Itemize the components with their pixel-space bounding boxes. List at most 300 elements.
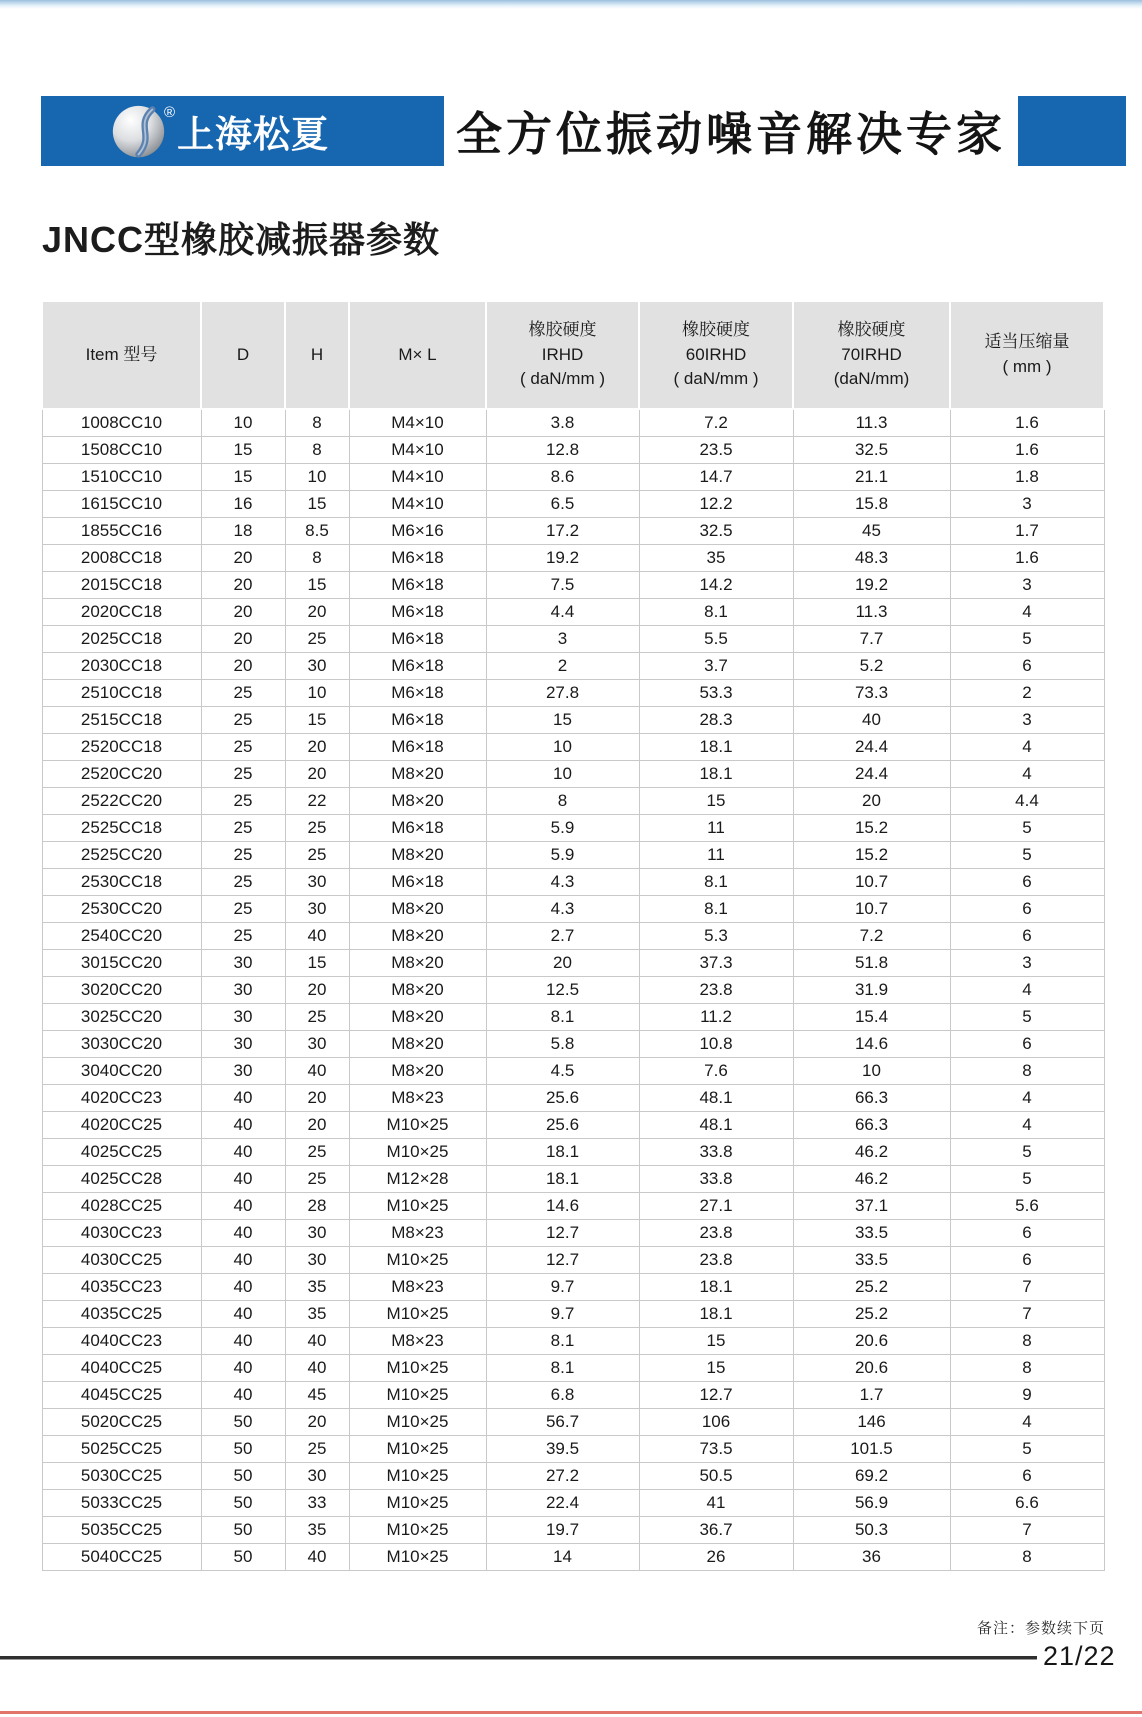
cell: 25 <box>201 679 285 706</box>
column-header <box>349 301 486 409</box>
cell: 37.3 <box>639 949 793 976</box>
header-accent-block <box>1018 96 1126 166</box>
table-row <box>42 571 1104 598</box>
column-header <box>639 301 793 409</box>
cell: 40 <box>285 1543 349 1570</box>
cell: 8 <box>950 1543 1104 1570</box>
cell: 4.4 <box>486 598 639 625</box>
cell: 24.4 <box>793 760 950 787</box>
cell: 30 <box>285 652 349 679</box>
cell: 2008CC18 <box>42 544 201 571</box>
cell: 10 <box>486 733 639 760</box>
cell: 11.3 <box>793 409 950 436</box>
page-number: 21/22 <box>1043 1641 1116 1671</box>
cell: 46.2 <box>793 1138 950 1165</box>
cell: 18.1 <box>486 1165 639 1192</box>
cell: 5.9 <box>486 814 639 841</box>
cell: 4 <box>950 1111 1104 1138</box>
cell: 1.7 <box>793 1381 950 1408</box>
cell: 5033CC25 <box>42 1489 201 1516</box>
cell: 7 <box>950 1273 1104 1300</box>
cell: 5 <box>950 1138 1104 1165</box>
cell: 48.1 <box>639 1084 793 1111</box>
cell: 2525CC18 <box>42 814 201 841</box>
cell: 25 <box>201 922 285 949</box>
registered-trademark: ® <box>164 103 176 121</box>
cell: M8×20 <box>349 787 486 814</box>
cell: 6 <box>950 652 1104 679</box>
table-row <box>42 976 1104 1003</box>
cell: 24.4 <box>793 733 950 760</box>
cell: 36 <box>793 1543 950 1570</box>
cell: 7.2 <box>793 922 950 949</box>
cell: 5 <box>950 1435 1104 1462</box>
cell: 8.1 <box>486 1354 639 1381</box>
cell: 18.1 <box>639 1300 793 1327</box>
cell: 5025CC25 <box>42 1435 201 1462</box>
cell: 50 <box>201 1435 285 1462</box>
cell: 30 <box>285 1219 349 1246</box>
column-header-line: 橡胶硬度 <box>682 320 750 340</box>
table-row <box>42 436 1104 463</box>
table-row <box>42 1219 1104 1246</box>
cell: 30 <box>201 949 285 976</box>
cell: M6×18 <box>349 733 486 760</box>
cell: 16 <box>201 490 285 517</box>
table-row <box>42 814 1104 841</box>
cell: 30 <box>201 1030 285 1057</box>
cell: 1855CC16 <box>42 517 201 544</box>
params-table <box>41 300 1105 1571</box>
cell: M4×10 <box>349 436 486 463</box>
cell: 15.2 <box>793 814 950 841</box>
cell: 20 <box>201 652 285 679</box>
cell: 56.9 <box>793 1489 950 1516</box>
cell: 3030CC20 <box>42 1030 201 1057</box>
cell: 45 <box>285 1381 349 1408</box>
table-row <box>42 841 1104 868</box>
cell: 10 <box>793 1057 950 1084</box>
cell: 40 <box>201 1273 285 1300</box>
table-row <box>42 490 1104 517</box>
cell: 7.2 <box>639 409 793 436</box>
cell: 4.3 <box>486 895 639 922</box>
table-row <box>42 1030 1104 1057</box>
brand-sphere-icon <box>111 104 166 159</box>
column-header-line: 60IRHD <box>685 344 747 364</box>
cell: 8.5 <box>285 517 349 544</box>
cell: 5 <box>950 625 1104 652</box>
cell: 14.2 <box>639 571 793 598</box>
table-row <box>42 868 1104 895</box>
table-row <box>42 1381 1104 1408</box>
cell: 3 <box>950 490 1104 517</box>
cell: 4035CC23 <box>42 1273 201 1300</box>
cell: 40 <box>285 1354 349 1381</box>
column-header-line: D <box>236 344 250 364</box>
cell: 35 <box>285 1273 349 1300</box>
cell: 5 <box>950 841 1104 868</box>
table-row <box>42 409 1104 436</box>
cell: 17.2 <box>486 517 639 544</box>
cell: 3015CC20 <box>42 949 201 976</box>
cell: 12.8 <box>486 436 639 463</box>
column-header <box>486 301 639 409</box>
cell: 3 <box>486 625 639 652</box>
table-row <box>42 949 1104 976</box>
cell: M8×23 <box>349 1327 486 1354</box>
column-header <box>42 301 201 409</box>
cell: M4×10 <box>349 463 486 490</box>
cell: 10 <box>285 679 349 706</box>
brand-slogan: 全方位振动噪音解决专家 <box>456 108 1006 160</box>
table-row <box>42 652 1104 679</box>
cell: 20 <box>486 949 639 976</box>
cell: 50 <box>201 1489 285 1516</box>
table-row <box>42 787 1104 814</box>
cell: 27.1 <box>639 1192 793 1219</box>
cell: M8×20 <box>349 1057 486 1084</box>
table-row <box>42 1003 1104 1030</box>
cell: M8×20 <box>349 976 486 1003</box>
table-row <box>42 1138 1104 1165</box>
cell: M6×18 <box>349 706 486 733</box>
cell: 10.8 <box>639 1030 793 1057</box>
footer-rule <box>0 1656 1037 1660</box>
cell: 40 <box>201 1381 285 1408</box>
cell: 33 <box>285 1489 349 1516</box>
cell: 7 <box>950 1300 1104 1327</box>
cell: 1.8 <box>950 463 1104 490</box>
cell: 9.7 <box>486 1273 639 1300</box>
cell: 22 <box>285 787 349 814</box>
cell: 25.6 <box>486 1084 639 1111</box>
table-row <box>42 679 1104 706</box>
cell: 28 <box>285 1192 349 1219</box>
cell: 30 <box>201 1057 285 1084</box>
cell: M6×18 <box>349 868 486 895</box>
cell: 6 <box>950 895 1104 922</box>
cell: 25 <box>201 814 285 841</box>
cell: 10.7 <box>793 868 950 895</box>
cell: M8×20 <box>349 1003 486 1030</box>
cell: 11 <box>639 814 793 841</box>
cell: 30 <box>201 1003 285 1030</box>
cell: 48.3 <box>793 544 950 571</box>
cell: 4.4 <box>950 787 1104 814</box>
cell: 25 <box>285 1165 349 1192</box>
cell: 12.7 <box>639 1381 793 1408</box>
cell: 6 <box>950 1030 1104 1057</box>
cell: 20 <box>201 625 285 652</box>
cell: M4×10 <box>349 409 486 436</box>
table-row <box>42 733 1104 760</box>
cell: M10×25 <box>349 1192 486 1219</box>
cell: 25 <box>201 868 285 895</box>
cell: M10×25 <box>349 1300 486 1327</box>
cell: 26 <box>639 1543 793 1570</box>
cell: 6 <box>950 1246 1104 1273</box>
cell: 7.6 <box>639 1057 793 1084</box>
cell: 1008CC10 <box>42 409 201 436</box>
table-row <box>42 1327 1104 1354</box>
bottom-accent-line <box>0 1711 1142 1714</box>
cell: 25.6 <box>486 1111 639 1138</box>
cell: 5030CC25 <box>42 1462 201 1489</box>
cell: 6.6 <box>950 1489 1104 1516</box>
cell: 20 <box>793 787 950 814</box>
cell: 20.6 <box>793 1354 950 1381</box>
table-row <box>42 1543 1104 1570</box>
cell: 51.8 <box>793 949 950 976</box>
table-row <box>42 1084 1104 1111</box>
cell: 12.7 <box>486 1219 639 1246</box>
table-row <box>42 895 1104 922</box>
cell: 20 <box>285 1111 349 1138</box>
cell: 6 <box>950 868 1104 895</box>
cell: 4040CC25 <box>42 1354 201 1381</box>
footer-note: 备注：参数续下页 <box>976 1620 1105 1637</box>
cell: M8×23 <box>349 1084 486 1111</box>
cell: 14.6 <box>486 1192 639 1219</box>
cell: 25 <box>201 706 285 733</box>
cell: 4020CC23 <box>42 1084 201 1111</box>
cell: 40 <box>285 1057 349 1084</box>
cell: M10×25 <box>349 1489 486 1516</box>
cell: 5.8 <box>486 1030 639 1057</box>
cell: 4 <box>950 1408 1104 1435</box>
cell: 30 <box>285 895 349 922</box>
column-header-line: Item 型号 <box>85 344 158 364</box>
cell: 50.3 <box>793 1516 950 1543</box>
column-header-line: H <box>310 344 324 364</box>
cell: 25 <box>201 841 285 868</box>
cell: 2522CC20 <box>42 787 201 814</box>
cell: 30 <box>285 1462 349 1489</box>
cell: 20 <box>285 976 349 1003</box>
cell: 3040CC20 <box>42 1057 201 1084</box>
cell: 40 <box>201 1138 285 1165</box>
cell: 1.6 <box>950 544 1104 571</box>
cell: 20 <box>285 733 349 760</box>
cell: 25 <box>285 625 349 652</box>
cell: 23.8 <box>639 976 793 1003</box>
cell: 101.5 <box>793 1435 950 1462</box>
column-header <box>201 301 285 409</box>
cell: M4×10 <box>349 490 486 517</box>
cell: 40 <box>201 1192 285 1219</box>
cell: 8.1 <box>639 598 793 625</box>
table-row <box>42 463 1104 490</box>
cell: 27.8 <box>486 679 639 706</box>
cell: M8×20 <box>349 760 486 787</box>
cell: 30 <box>285 1030 349 1057</box>
cell: 30 <box>285 868 349 895</box>
cell: 48.1 <box>639 1111 793 1138</box>
cell: 4025CC25 <box>42 1138 201 1165</box>
page-title: JNCC型橡胶减振器参数 <box>42 219 441 260</box>
cell: 50 <box>201 1462 285 1489</box>
cell: 5.6 <box>950 1192 1104 1219</box>
cell: 66.3 <box>793 1084 950 1111</box>
cell: M10×25 <box>349 1408 486 1435</box>
column-header <box>285 301 349 409</box>
column-header <box>793 301 950 409</box>
cell: 4 <box>950 976 1104 1003</box>
cell: 2520CC20 <box>42 760 201 787</box>
cell: 6 <box>950 922 1104 949</box>
table-row <box>42 922 1104 949</box>
cell: 50.5 <box>639 1462 793 1489</box>
table-row <box>42 1165 1104 1192</box>
cell: 146 <box>793 1408 950 1435</box>
cell: 15 <box>639 1327 793 1354</box>
cell: 5 <box>950 1003 1104 1030</box>
cell: 8.1 <box>486 1003 639 1030</box>
cell: 1510CC10 <box>42 463 201 490</box>
table-row <box>42 1435 1104 1462</box>
cell: M6×18 <box>349 625 486 652</box>
cell: 25 <box>285 1003 349 1030</box>
cell: 14.6 <box>793 1030 950 1057</box>
cell: M10×25 <box>349 1354 486 1381</box>
table-row <box>42 544 1104 571</box>
cell: 40 <box>201 1354 285 1381</box>
column-header-line: 70IRHD <box>841 344 902 364</box>
cell: 66.3 <box>793 1111 950 1138</box>
cell: 4.5 <box>486 1057 639 1084</box>
table-row <box>42 1489 1104 1516</box>
cell: 40 <box>201 1111 285 1138</box>
cell: 50 <box>201 1408 285 1435</box>
brand-logo-block <box>41 96 444 166</box>
column-header-line: IRHD <box>541 344 584 364</box>
cell: 15 <box>285 949 349 976</box>
table-row <box>42 1246 1104 1273</box>
cell: 14.7 <box>639 463 793 490</box>
cell: 106 <box>639 1408 793 1435</box>
cell: 8 <box>950 1354 1104 1381</box>
cell: 35 <box>285 1516 349 1543</box>
table-row <box>42 1516 1104 1543</box>
cell: 18 <box>201 517 285 544</box>
cell: 2025CC18 <box>42 625 201 652</box>
cell: 18.1 <box>639 760 793 787</box>
cell: 39.5 <box>486 1435 639 1462</box>
cell: 4030CC23 <box>42 1219 201 1246</box>
cell: 20 <box>285 1408 349 1435</box>
cell: 19.7 <box>486 1516 639 1543</box>
table-body <box>42 409 1104 1570</box>
cell: 40 <box>201 1219 285 1246</box>
cell: 8.6 <box>486 463 639 490</box>
cell: M6×18 <box>349 544 486 571</box>
cell: 31.9 <box>793 976 950 1003</box>
cell: 27.2 <box>486 1462 639 1489</box>
cell: 3 <box>950 571 1104 598</box>
cell: 7.7 <box>793 625 950 652</box>
column-header-line: 适当压缩量 <box>984 332 1070 352</box>
cell: 37.1 <box>793 1192 950 1219</box>
cell: 69.2 <box>793 1462 950 1489</box>
cell: M8×20 <box>349 949 486 976</box>
cell: 20 <box>285 760 349 787</box>
cell: 40 <box>201 1084 285 1111</box>
cell: 2020CC18 <box>42 598 201 625</box>
cell: 15.8 <box>793 490 950 517</box>
cell: 20 <box>201 571 285 598</box>
cell: M6×18 <box>349 652 486 679</box>
column-header <box>950 301 1104 409</box>
cell: M6×18 <box>349 814 486 841</box>
column-header-line: (daN/mm) <box>833 369 910 389</box>
cell: 12.2 <box>639 490 793 517</box>
cell: 15 <box>639 787 793 814</box>
cell: 11 <box>639 841 793 868</box>
table-row <box>42 1273 1104 1300</box>
cell: 8 <box>285 409 349 436</box>
cell: M10×25 <box>349 1543 486 1570</box>
cell: 2515CC18 <box>42 706 201 733</box>
cell: M10×25 <box>349 1462 486 1489</box>
header-row <box>42 301 1104 409</box>
cell: 15 <box>285 706 349 733</box>
cell: 10 <box>285 463 349 490</box>
cell: 20 <box>285 1084 349 1111</box>
cell: 4045CC25 <box>42 1381 201 1408</box>
cell: 4030CC25 <box>42 1246 201 1273</box>
cell: 40 <box>285 1327 349 1354</box>
cell: 25.2 <box>793 1273 950 1300</box>
cell: 25 <box>201 895 285 922</box>
cell: 50 <box>201 1543 285 1570</box>
cell: 23.8 <box>639 1219 793 1246</box>
cell: 20 <box>285 598 349 625</box>
table-row <box>42 1354 1104 1381</box>
cell: M10×25 <box>349 1435 486 1462</box>
cell: M8×20 <box>349 841 486 868</box>
cell: 4 <box>950 733 1104 760</box>
cell: 15 <box>285 571 349 598</box>
brand-name: 上海松夏 <box>177 114 330 155</box>
cell: 22.4 <box>486 1489 639 1516</box>
cell: 1.6 <box>950 436 1104 463</box>
cell: 30 <box>285 1246 349 1273</box>
cell: 12.5 <box>486 976 639 1003</box>
cell: M10×25 <box>349 1138 486 1165</box>
cell: 4040CC23 <box>42 1327 201 1354</box>
table-row <box>42 760 1104 787</box>
cell: 40 <box>201 1246 285 1273</box>
cell: 5 <box>950 1165 1104 1192</box>
cell: 25 <box>285 841 349 868</box>
cell: 2.7 <box>486 922 639 949</box>
column-header-line: 橡胶硬度 <box>837 320 906 340</box>
cell: 41 <box>639 1489 793 1516</box>
cell: 5020CC25 <box>42 1408 201 1435</box>
top-accent-bar <box>0 0 1142 9</box>
cell: 3.8 <box>486 409 639 436</box>
cell: 53.3 <box>639 679 793 706</box>
cell: M6×18 <box>349 679 486 706</box>
cell: 15 <box>486 706 639 733</box>
cell: 2510CC18 <box>42 679 201 706</box>
cell: M10×25 <box>349 1381 486 1408</box>
cell: M8×20 <box>349 922 486 949</box>
table-row <box>42 625 1104 652</box>
cell: 40 <box>793 706 950 733</box>
cell: 12.7 <box>486 1246 639 1273</box>
